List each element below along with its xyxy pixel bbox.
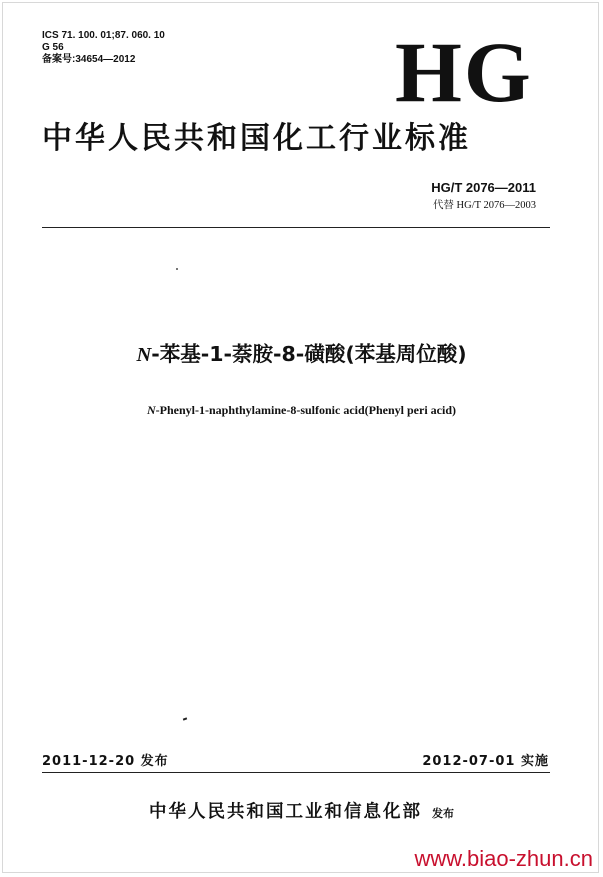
- publisher-action: 发布: [432, 807, 454, 820]
- standard-category-title: 中华人民共和国化工行业标准: [42, 121, 471, 156]
- hg-logo: HG: [395, 24, 533, 120]
- title-en-italic-prefix: N: [146, 403, 156, 417]
- top-divider: [42, 227, 550, 228]
- title-en-text: -Phenyl-1-naphthylamine-8-sulfonic acid(Phenyl peri acid): [155, 403, 456, 417]
- publisher-name: 中华人民共和国工业和信息化部: [149, 802, 422, 822]
- bottom-divider: [42, 772, 550, 773]
- title-zh-italic-prefix: N: [136, 344, 152, 366]
- classification-codes: [42, 30, 165, 66]
- document-title-chinese: [0, 340, 603, 369]
- ics-code: ICS 71. 100. 01;87. 060. 10: [42, 30, 165, 41]
- watermark-url: www.biao-zhun.cn: [414, 846, 593, 871]
- publisher-line: [0, 800, 603, 824]
- scan-speck: [176, 268, 178, 270]
- document-title-english: [0, 402, 603, 418]
- implementation-date: 2012-07-01 实施: [422, 754, 549, 769]
- replaces-standard: 代替 HG/T 2076—2003: [432, 200, 536, 211]
- filing-number: 备案号:34654—2012: [42, 54, 136, 65]
- standard-code: HG/T 2076—2011: [431, 180, 536, 195]
- issue-date: 2011-12-20 发布: [42, 754, 169, 769]
- ccs-code: G 56: [42, 42, 64, 53]
- title-zh-text: -苯基-1-萘胺-8-磺酸(苯基周位酸): [151, 342, 467, 366]
